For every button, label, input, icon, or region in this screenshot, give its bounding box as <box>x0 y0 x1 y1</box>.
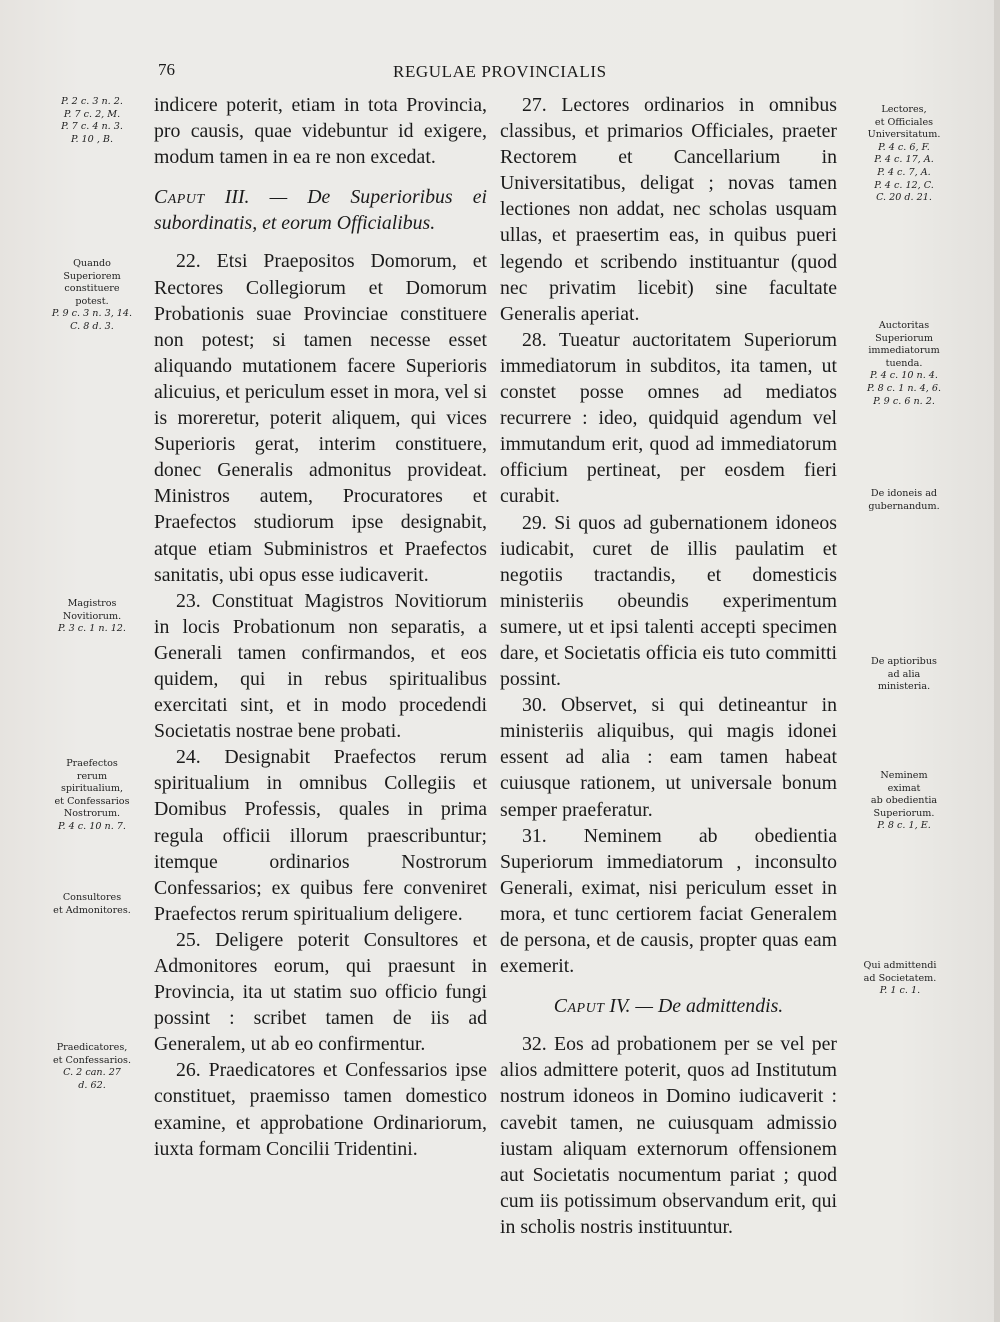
margin-note-left <box>44 598 140 636</box>
margin-title: ad Societatem. <box>863 972 937 984</box>
margin-ref: P. 4 c. 17, A. <box>874 154 934 166</box>
margin-title: rerum <box>76 770 108 782</box>
margin-title: Novitiorum. <box>62 610 122 622</box>
margin-title: immediatorum <box>868 345 940 357</box>
margin-note-left <box>44 96 140 146</box>
left-text-column <box>154 92 487 1162</box>
chapter-caput-label: Caput <box>154 186 205 209</box>
margin-title: De aptioribus <box>871 656 937 667</box>
rule-paragraph: 30. Observet, si qui detineantur in ministeriis aliquibus, qui magis idonei essent ad alia : eam tamen habeat cuiusque rationem, ut universale bonum semper praeferatur. <box>500 694 837 821</box>
margin-note-right <box>850 656 958 694</box>
margin-title: et Confessarios <box>54 795 130 807</box>
margin-ref: d. 62. <box>78 1079 106 1091</box>
page-edge <box>994 0 1000 1322</box>
margin-note-left <box>44 892 140 917</box>
rule-paragraph: 32. Eos ad probationem per se vel per alios admittere poterit, quos ad Institutum nostrum idoneos in Domino iudicaverit : cavebit tamen, ne cuiusquam admissio iustam aliquam externorum offensionem aut Societatis nocumentum pariat ; quod cum iis potissimum observandum erit, qui in scholis nostris instituuntur. <box>500 1033 837 1238</box>
margin-title: et Officiales <box>874 116 934 128</box>
margin-note-left <box>44 758 140 834</box>
margin-title: Lectores, <box>881 104 927 115</box>
margin-ref: P. 4 c. 10 n. 7. <box>58 820 126 832</box>
margin-ref: P. 9 c. 6 n. 2. <box>873 395 935 407</box>
page-header <box>0 60 1000 86</box>
margin-title: tuenda. <box>885 357 923 369</box>
margin-ref: P. 2 c. 3 n. 2. <box>61 96 123 107</box>
running-title: REGULAE PROVINCIALIS <box>393 62 607 81</box>
margin-ref: P. 10 , B. <box>70 133 114 145</box>
margin-title: et Confessarios. <box>52 1054 132 1066</box>
margin-title: ministeria. <box>877 681 931 693</box>
margin-title: spiritualium, <box>60 783 123 795</box>
margin-ref: P. 9 c. 3 n. 3, 14. <box>51 308 133 320</box>
margin-ref: P. 3 c. 1 n. 12. <box>58 623 126 635</box>
margin-ref: P. 8 c. 1 n. 4, 6. <box>866 382 942 394</box>
rule-paragraph: 24. Designabit Praefectos rerum spiritualium in omnibus Collegiis et Domibus Professis, quales in prima regula officii illorum praescribuntur; itemque ordinarios Nostrorum Confessarios; ex quibus fere conveniret Praefectos rerum spiritualium deligere. <box>154 746 487 925</box>
chapter-title: III. — De Superioribus ei subordinatis, et eorum Officialibus. <box>154 186 487 235</box>
margin-title: Magistros <box>67 598 117 609</box>
margin-ref: C. 2 can. 27 <box>63 1067 121 1079</box>
margin-title: Superiorem <box>63 270 121 282</box>
margin-note-right <box>850 104 958 205</box>
margin-title: Superiorum <box>875 332 933 344</box>
margin-title: ab obedientia <box>870 795 938 807</box>
margin-ref: C. 20 d. 21. <box>876 192 932 204</box>
margin-title: eximat <box>887 782 921 794</box>
continuation-paragraph: indicere poterit, etiam in tota Provincia, pro causis, quae videbuntur id exigere, modum tamen in ea re non excedat. <box>154 94 487 169</box>
right-text-column <box>500 92 837 1240</box>
margin-note-left <box>44 258 140 334</box>
margin-ref: C. 8 d. 3. <box>70 320 114 332</box>
margin-title: gubernandum. <box>868 500 940 512</box>
margin-ref: P. 7 c. 2, M. <box>63 108 121 120</box>
chapter-heading-iv <box>500 993 837 1019</box>
margin-title: Consultores <box>62 892 122 903</box>
margin-ref: P. 4 c. 6, F. <box>878 141 930 153</box>
margin-title: De idoneis ad <box>870 488 938 499</box>
rule-paragraph: 22. Etsi Praepositos Domorum, et Rectores Collegiorum et Domorum Probationis suae Provinciae constituere non potest; si tamen necesse esset aliquando mutationem facere Superioris alicuius, et periculum esset in mora, vel si is moreretur, poterit aliquem, qui vices Superioris gerat, interim constituere, donec Generalis admonitus provideat. Ministros autem, Procuratores et Praefectos studiorum ipse designabit, atque etiam Subministros et Praefectos sanitatis, ubi opus esse iudicaverit. <box>154 250 487 586</box>
page-number: 76 <box>158 60 175 79</box>
margin-note-right <box>850 770 958 833</box>
margin-title: Qui admittendi <box>863 960 937 971</box>
margin-title: Superiorum. <box>873 807 935 819</box>
margin-title: constituere <box>64 283 120 295</box>
margin-title: Universitatum. <box>867 129 941 141</box>
margin-title: Praedicatores, <box>56 1042 128 1053</box>
margin-title: Auctoritas <box>878 320 930 331</box>
margin-title: ad alia <box>887 668 921 680</box>
rule-paragraph: 25. Deligere poterit Consultores et Admonitores eorum, qui praesunt in Provincia, ita ut statim suo officio fungi possint : scribet tamen de iis ad Generalem, ut ab eo confirmentur. <box>154 928 487 1056</box>
chapter-title: IV. — De admittendis. <box>609 995 784 1018</box>
margin-title: Nostrorum. <box>63 808 121 820</box>
rule-paragraph: 29. Si quos ad gubernationem idoneos iudicabit, curet de illis paulatim et negotiis tractandis, et domesticis ministeriis obeundis experimentum sumere, ut et ipsi talenti accepti specimen dare, et Societatis officia eis tuto committi possint. <box>500 511 837 691</box>
margin-ref: P. 4 c. 7, A. <box>877 166 931 178</box>
margin-note-right <box>850 488 958 513</box>
margin-ref: P. 8 c. 1, E. <box>877 820 931 832</box>
margin-ref: P. 4 c. 12, C. <box>874 179 934 191</box>
margin-ref: P. 4 c. 10 n. 4. <box>870 370 938 382</box>
margin-title: Neminem <box>880 770 928 781</box>
chapter-caput-label: Caput <box>553 995 605 1018</box>
margin-ref: P. 1 c. 1. <box>879 985 921 997</box>
rule-paragraph: 27. Lectores ordinarios in omnibus classibus, et primarios Officiales, praeter Rectorem et Cancellarium in Universitatibus, deligat ; novas tamen lectiones non addat, nec scholas usquam ullas, et praesertim eas, in quibus pueri legendo et scribendo instituantur (quod nec privatim licebit) sine facultate Generalis aperiat. <box>500 94 837 325</box>
margin-ref: P. 7 c. 4 n. 3. <box>61 121 123 133</box>
rule-paragraph: 23. Constituat Magistros Novitiorum in locis Probationum non separatis, a Generali tamen confirmandos, et eos quidem, qui in rebus spiritualibus exercitati sint, et in modo procedendi Societatis nostrae bene probati. <box>154 589 487 743</box>
margin-note-right <box>850 320 958 408</box>
margin-title: Quando <box>73 258 111 269</box>
margin-title: et Admonitores. <box>53 904 131 916</box>
margin-title: Praefectos <box>66 758 118 769</box>
chapter-heading-iii <box>154 184 487 236</box>
margin-note-right <box>846 960 954 998</box>
margin-title: potest. <box>75 295 109 307</box>
rule-paragraph: 31. Neminem ab obedientia Superiorum immediatorum , inconsulto Generali, eximat, nisi periculum esset in mora, et tunc certiorem faciat Generalem de persona, et de causis, propter quas eam exemerit. <box>500 824 837 978</box>
rule-paragraph: 26. Praedicatores et Confessarios ipse constituet, praemisso tamen domestico examine, et approbatione Ordinariorum, iuxta formam Concilii Tridentini. <box>154 1059 487 1160</box>
rule-paragraph: 28. Tueatur auctoritatem Superiorum immediatorum in subditos, ita tamen, ut constet posse omnes ad mediatos recurrere : ideo, quidquid agendum vel immutandum erit, quod ad immediatorum officium pertineat, per eosdem fieri curabit. <box>500 328 837 508</box>
margin-note-left <box>44 1042 140 1092</box>
